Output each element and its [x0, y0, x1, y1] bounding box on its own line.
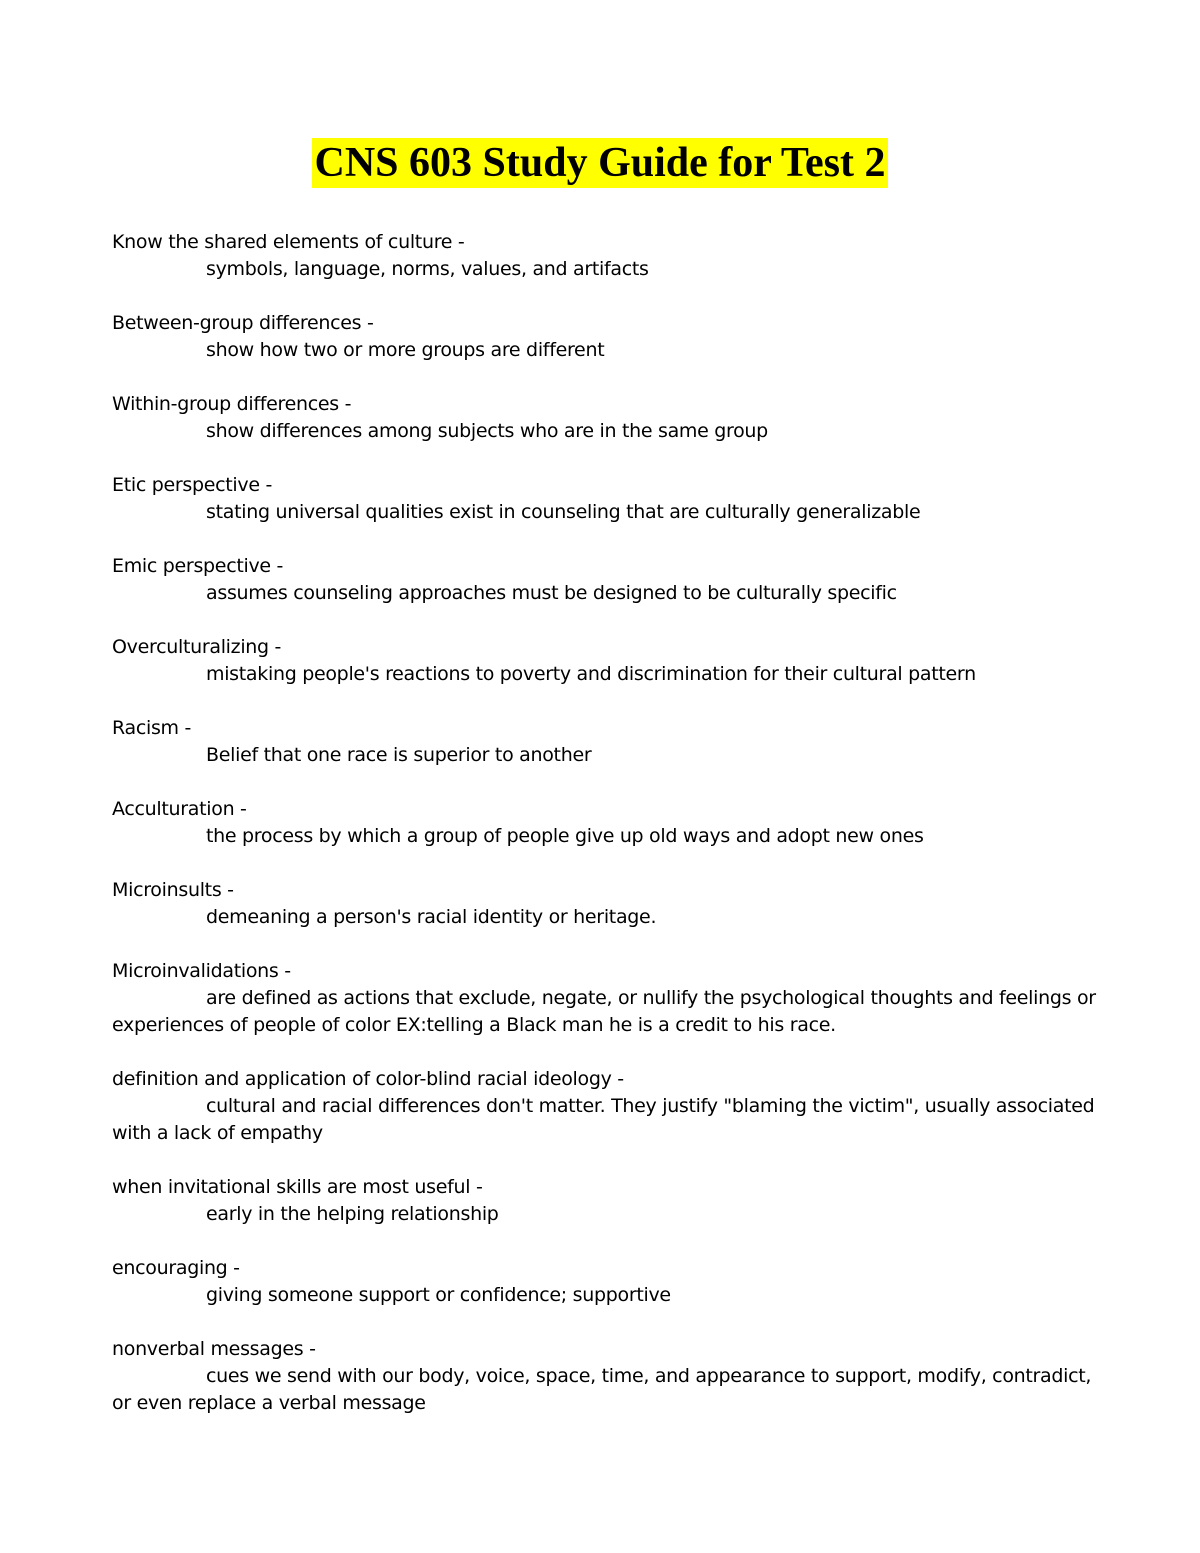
entry-definition: cues we send with our body, voice, space, time, and appearance to support, modify, contradict, or even replace a verbal message: [112, 1365, 1092, 1414]
entry-definition: Belief that one race is superior to another: [206, 744, 592, 766]
entry-term: Overculturalizing -: [112, 636, 282, 658]
entry-term: Microinsults -: [112, 879, 234, 901]
entry-term: Know the shared elements of culture -: [112, 231, 465, 253]
entry: [112, 958, 1102, 1039]
entry-term: Microinvalidations -: [112, 960, 291, 982]
entry: [112, 310, 1102, 364]
entry-term: Etic perspective -: [112, 474, 273, 496]
entry-definition: cultural and racial differences don't matter. They justify "blaming the victim", usually associated with a lack of empathy: [112, 1095, 1095, 1144]
entry-definition: early in the helping relationship: [206, 1203, 499, 1225]
entry: [112, 1255, 1102, 1309]
entry-term: Between-group differences -: [112, 312, 374, 334]
entry-definition: show how two or more groups are different: [206, 339, 605, 361]
entry: [112, 1336, 1102, 1417]
entry-definition: demeaning a person's racial identity or heritage.: [206, 906, 657, 928]
entry-definition: symbols, language, norms, values, and artifacts: [206, 258, 649, 280]
entry: [112, 715, 1102, 769]
entry-definition: mistaking people's reactions to poverty and discrimination for their cultural pattern: [206, 663, 976, 685]
entry: [112, 472, 1102, 526]
entry: [112, 391, 1102, 445]
entry-term: when invitational skills are most useful -: [112, 1176, 483, 1198]
entry: [112, 796, 1102, 850]
entry: [112, 877, 1102, 931]
entry-term: Acculturation -: [112, 798, 247, 820]
entry: [112, 553, 1102, 607]
entry: [112, 1174, 1102, 1228]
entry: [112, 229, 1102, 283]
entry-term: Emic perspective -: [112, 555, 284, 577]
entry-term: Within-group differences -: [112, 393, 352, 415]
entry-definition: stating universal qualities exist in counseling that are culturally generalizable: [206, 501, 921, 523]
entry-term: encouraging -: [112, 1257, 240, 1279]
entry-definition: the process by which a group of people give up old ways and adopt new ones: [206, 825, 924, 847]
entry-term: definition and application of color-blind racial ideology -: [112, 1068, 624, 1090]
entry: [112, 634, 1102, 688]
entry-definition: assumes counseling approaches must be designed to be culturally specific: [206, 582, 897, 604]
study-guide-entries: [112, 229, 1102, 1444]
entry-term: nonverbal messages -: [112, 1338, 316, 1360]
title-container: [0, 138, 1200, 188]
entry: [112, 1066, 1102, 1147]
page-title: CNS 603 Study Guide for Test 2: [314, 140, 886, 186]
entry-definition: are defined as actions that exclude, negate, or nullify the psychological thoughts and feelings or experiences of people of color EX:telling a Black man he is a credit to his race.: [112, 987, 1096, 1036]
entry-definition: giving someone support or confidence; supportive: [206, 1284, 671, 1306]
entry-definition: show differences among subjects who are in the same group: [206, 420, 768, 442]
entry-term: Racism -: [112, 717, 192, 739]
